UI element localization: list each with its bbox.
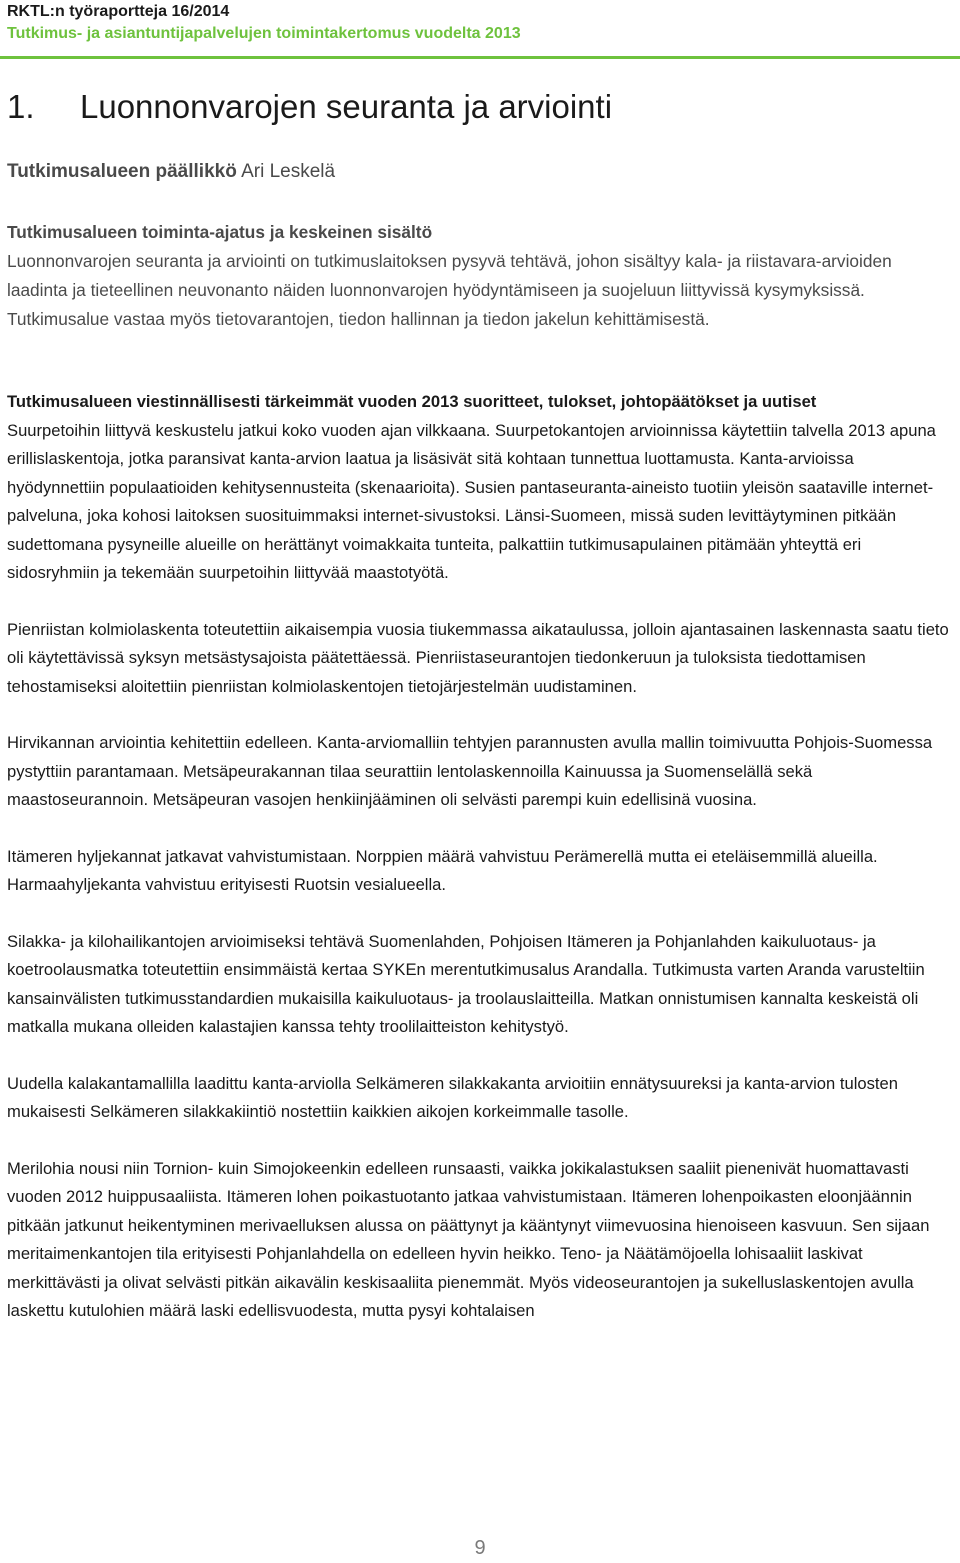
paragraph-herring-survey: Silakka- ja kilohailikantojen arvioimiseksi tehtävä Suomenlahden, Pohjoisen Itämeren ja Pohjanlahden kaikuluotaus- ja koetroolausmatka toteutettiin ensimmäistä kertaa SYKEn merentutkimusalus Arandalla. Tutkimusta varten Aranda varusteltiin kansainvälisten tutkimusstandardien mukaisilla kaikuluotaus- ja troolauslaitteilla. Matkan onnistumisen kannalta keskeistä oli matkalla mukana olleiden kalastajien kanssa tehty troolilaitteiston kehitystyö. — [7, 931, 925, 1036]
manager-label: Tutkimusalueen päällikkö — [7, 161, 237, 182]
page-number: 9 — [474, 1537, 486, 1559]
section-number: 1. — [7, 88, 35, 125]
paragraph-small-game: Pienriistan kolmiolaskenta toteutettiin aikaisempia vuosia tiukemmassa aikataulussa, jolloin ajantasainen laskennasta saatu tieto oli käytettävissä syksyn metsästysajoista päätettäessä. Pienriistaseurantojen tiedonkeruun ja tuloksista tiedottamisen tehostamiseksi aloitettiin pienriistan kolmiolaskentojen tietojärjestelmän uudistaminen. — [7, 619, 949, 696]
section-title: Luonnonvarojen seuranta ja arviointi — [80, 88, 613, 125]
header-rule — [0, 56, 960, 59]
highlights-title: Tutkimusalueen viestinnällisesti tärkeimmät vuoden 2013 suoritteet, tulokset, johtopäätökset ja uutiset — [7, 392, 817, 411]
intro-section — [7, 218, 953, 334]
report-series-header: RKTL:n työraportteja 16/2014 — [7, 3, 230, 20]
report-title-header: Tutkimus- ja asiantuntijapalvelujen toimintakertomus vuodelta 2013 — [7, 25, 521, 42]
highlights-section — [7, 388, 953, 1354]
paragraph-salmon: Merilohia nousi niin Tornion- kuin Simojokeenkin edelleen runsaasti, vaikka jokikalastuksen saaliit pienenivät huomattavasti vuoden 2012 huippusaaliista. Itämeren lohen poikastuotanto jatkaa vahvistumistaan. Itämeren lohenpoikasten eloonjäännin pitkään jatkunut heikentyminen merivaelluksen alussa on päättynyt ja kääntynyt viimevuosina hienoiseen kasvuun. Sen sijaan meritaimenkantojen tila erityisesti Pohjanlahdella on edelleen hyvin heikko. Teno- ja Näätämöjoella lohisaaliit laskivat merkittävästi ja olivat selvästi pitkän aikavälin keskisaaliita pienemmät. Myös videoseurantojen ja sukelluslaskentojen avulla laskettu kutulohien määrä laski edellisvuodesta, mutta pysyi kohtalaisen — [7, 1158, 930, 1320]
paragraph-moose: Hirvikannan arviointia kehitettiin edelleen. Kanta-arviomalliin tehtyjen parannusten avulla mallin toimivuutta Pohjois-Suomessa pystyttiin parantamaan. Metsäpeurakannan tilaa seurattiin lentolaskennoilla Kainuussa ja Suomenselällä sekä maastoseurannoin. Metsäpeuran vasojen henkiinjääminen oli selvästi parempi kuin edellisinä vuosina. — [7, 733, 933, 809]
intro-text: Luonnonvarojen seuranta ja arviointi on tutkimuslaitoksen pysyvä tehtävä, johon sisältyy kala- ja riistavara-arvioiden laadinta ja tieteellinen neuvonanto näiden luonnonvarojen hyödyntämiseen ja suojeluun liittyvissä kysymyksissä. Tutkimusalue vastaa myös tietovarantojen, tiedon hallinnan ja tiedon jakelun kehittämisestä. — [7, 251, 892, 329]
section-heading — [7, 88, 612, 126]
highlights-first-block — [7, 388, 953, 588]
paragraph-large-carnivores: Suurpetoihin liittyvä keskustelu jatkui koko vuoden ajan vilkkaana. Suurpetokantojen arvioinnissa käytettiin talvella 2013 apuna erillislaskentoja, jotka paransivat kanta-arvion laatua ja lisäsivät sitä kohtaan tunnettua luottamusta. Kanta-arvioissa hyödynnettiin populaatioiden kehitysennusteita (skenaarioita). Susien pantaseuranta-aineisto tuotiin yleisön saataville internet-palveluna, joka kohosi laitoksen suosituimmaksi internet-sivustoksi. Länsi-Suomeen, missä suden levittäytyminen pitkään sudettomana pysyneille alueille on herättänyt voimakkaita tunteita, palkattiin tutkimusapulainen pitämään yhteyttä eri sidosryhmiin ja tekemään suurpetoihin liittyvää maastotyötä. — [7, 420, 936, 582]
manager-line — [7, 161, 335, 183]
paragraph-seals: Itämeren hyljekannat jatkavat vahvistumistaan. Norppien määrä vahvistuu Perämerellä mutta ei eteläisemmillä alueilla. Harmaahyljekanta vahvistuu erityisesti Ruotsin vesialueella. — [7, 846, 878, 894]
intro-title: Tutkimusalueen toiminta-ajatus ja keskeinen sisältö — [7, 222, 433, 242]
manager-name: Ari Leskelä — [241, 161, 336, 182]
paragraph-herring-quota: Uudella kalakantamallilla laadittu kanta-arviolla Selkämeren silakkakanta arvioitiin ennätysuureksi ja kanta-arvion tulosten mukaisesti Selkämeren silakkakiintiö nostettiin kaikkien aikojen korkeimmalle tasolle. — [7, 1073, 898, 1121]
